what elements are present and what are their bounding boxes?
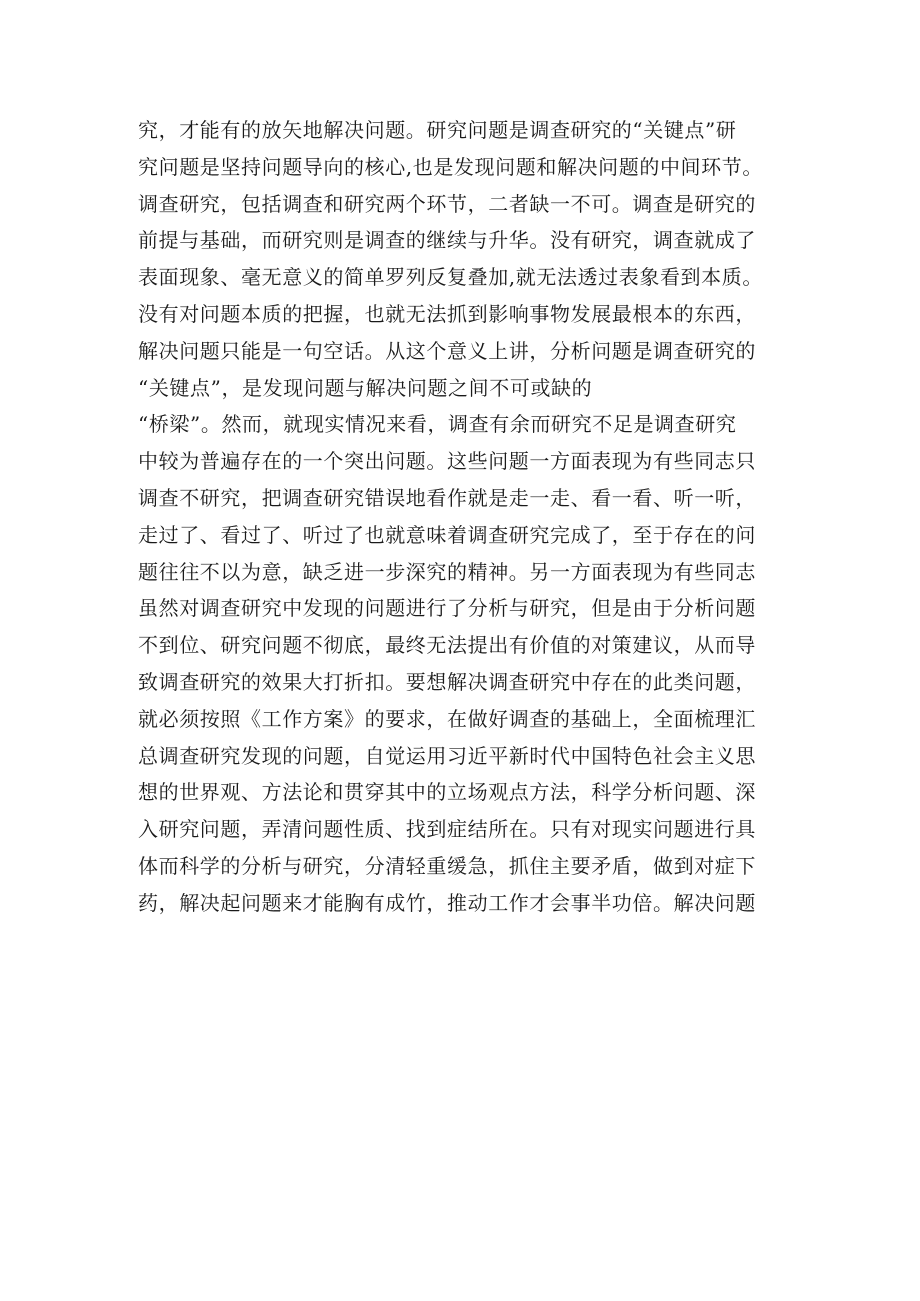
text-line: 总调查研究发现的问题，自觉运用习近平新时代中国特色社会主义思 [138, 743, 756, 768]
text-line: 究，才能有的放矢地解决问题。研究问题是调查研究的“关键点”研 [138, 118, 737, 142]
text-line: 虽然对调查研究中发现的问题进行了分析与研究，但是由于分析问题 [138, 596, 756, 621]
text-line: 就必须按照《工作方案》的要求，在做好调查的基础上，全面梳理汇 [138, 706, 756, 731]
text-line: “桥梁”。然而，就现实情况来看，调查有余而研究不足是调查研究 [138, 412, 737, 437]
text-line: 调查不研究，把调查研究错误地看作就是走一走、看一看、听一听， [138, 485, 756, 510]
text-line: 致调查研究的效果大打折扣。要想解决调查研究中存在的此类问题， [138, 669, 756, 694]
text-line: 入研究问题，弄清问题性质、找到症结所在。只有对现实问题进行具 [138, 817, 756, 842]
text-line: 调查研究，包括调查和研究两个环节，二者缺一不可。调查是研究的 [138, 191, 756, 216]
text-line: 题往往不以为意，缺乏进一步深究的精神。另一方面表现为有些同志 [138, 559, 756, 584]
text-line: 想的世界观、方法论和贯穿其中的立场观点方法，科学分析问题、深 [138, 780, 756, 805]
text-line: 表面现象、毫无意义的简单罗列反复叠加,就无法透过表象看到本质。 [138, 265, 763, 290]
text-line: “关键点”，是发现问题与解决问题之间不可或缺的 [138, 375, 593, 400]
text-line: 没有对问题本质的把握，也就无法抓到影响事物发展最根本的东西， [138, 301, 756, 326]
text-line: 药，解决起问题来才能胸有成竹，推动工作才会事半功倍。解决问题 [138, 890, 756, 915]
text-line: 究问题是坚持问题导向的核心,也是发现问题和解决问题的中间环节。 [138, 154, 763, 179]
text-line: 中较为普遍存在的一个突出问题。这些问题一方面表现为有些同志只 [138, 449, 756, 474]
text-line: 走过了、看过了、听过了也就意味着调查研究完成了，至于存在的问 [138, 522, 756, 547]
text-line: 前提与基础，而研究则是调查的继续与升华。没有研究，调查就成了 [138, 228, 756, 253]
text-line: 体而科学的分析与研究，分清轻重缓急，抓住主要矛盾，做到对症下 [138, 853, 756, 878]
body-text [138, 112, 818, 922]
text-line: 不到位、研究问题不彻底，最终无法提出有价值的对策建议，从而导 [138, 633, 756, 658]
text-line: 解决问题只能是一句空话。从这个意义上讲，分析问题是调查研究的 [138, 338, 756, 363]
